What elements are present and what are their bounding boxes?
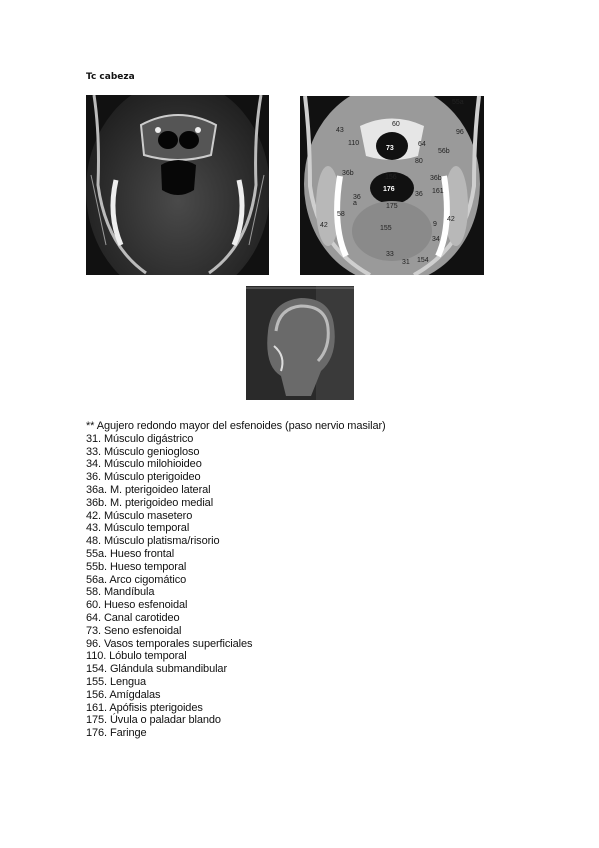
legend-item: 64. Canal carotideo [86,611,180,624]
legend-item: 175. Úvula o paladar blando [86,714,221,727]
svg-text:60: 60 [392,121,400,128]
svg-text:33: 33 [386,251,394,258]
legend-item: 33. Músculo geniogloso [86,445,200,458]
svg-text:42: 42 [447,216,455,223]
svg-text:34: 34 [432,236,440,243]
legend-list [86,420,386,740]
svg-text:56b: 56b [438,148,450,155]
legend-item: 55b. Hueso temporal [86,560,187,573]
svg-text:156: 156 [385,174,397,181]
legend-item: 58. Mandíbula [86,586,155,599]
legend-item: 96. Vasos temporales superficiales [86,637,253,650]
svg-text:58: 58 [337,211,345,218]
legend-item: 56a. Arco cigomático [86,573,187,586]
svg-text:110: 110 [348,140,360,147]
page-title: Tc cabeza [86,72,135,82]
svg-text:80: 80 [415,158,423,165]
svg-text:96: 96 [456,129,464,136]
svg-text:36b: 36b [342,170,354,177]
legend-item: 60. Hueso esfenoidal [86,599,188,612]
svg-text:36: 36 [415,191,423,198]
svg-text:9: 9 [433,221,437,228]
legend-item: 155. Lengua [86,675,147,688]
legend-item: 161. Apófisis pterigoides [86,701,203,714]
svg-text:175: 175 [386,203,398,210]
legend-item: 43. Músculo temporal [86,522,190,535]
legend-item: 110. Lóbulo temporal [86,650,187,663]
coronal-ct-image [86,95,269,275]
svg-text:31: 31 [402,259,410,266]
svg-text:155: 155 [380,225,392,232]
legend-item: ** Agujero redondo mayor del esfenoides (paso nervio masilar) [86,420,386,432]
legend-item: 34. Músculo milohioideo [86,458,202,471]
svg-text:161: 161 [432,188,444,195]
svg-text:42: 42 [320,222,328,229]
legend-item: 42. Músculo masetero [86,509,193,522]
legend-item: 31. Músculo digástrico [86,432,194,445]
legend-item: 55a. Hueso frontal [86,547,175,560]
legend-item: 154. Glándula submandibular [86,663,228,676]
legend-item: 73. Seno esfenoidal [86,624,182,637]
annotated-diagram-image [300,96,484,275]
legend-item: 48. Músculo platisma/risorio [86,535,220,548]
legend-item: 36b. M. pterigoideo medial [86,496,214,509]
svg-text:36b: 36b [430,175,442,182]
svg-text:64: 64 [418,141,426,148]
sagittal-scout-image [246,286,354,400]
svg-text:154: 154 [417,257,429,264]
svg-text:176: 176 [383,186,395,193]
svg-text:43: 43 [336,127,344,134]
svg-text:36: 36 [353,194,361,201]
legend-item: 176. Faringe [86,727,147,740]
legend-item: 36a. M. pterigoideo lateral [86,483,211,496]
legend-item: 156. Amígdalas [86,688,161,701]
svg-text:a: a [353,200,357,207]
svg-text:73: 73 [386,145,394,152]
legend-item: 36. Músculo pterigoideo [86,471,201,484]
svg-text:55a: 55a [452,99,464,106]
